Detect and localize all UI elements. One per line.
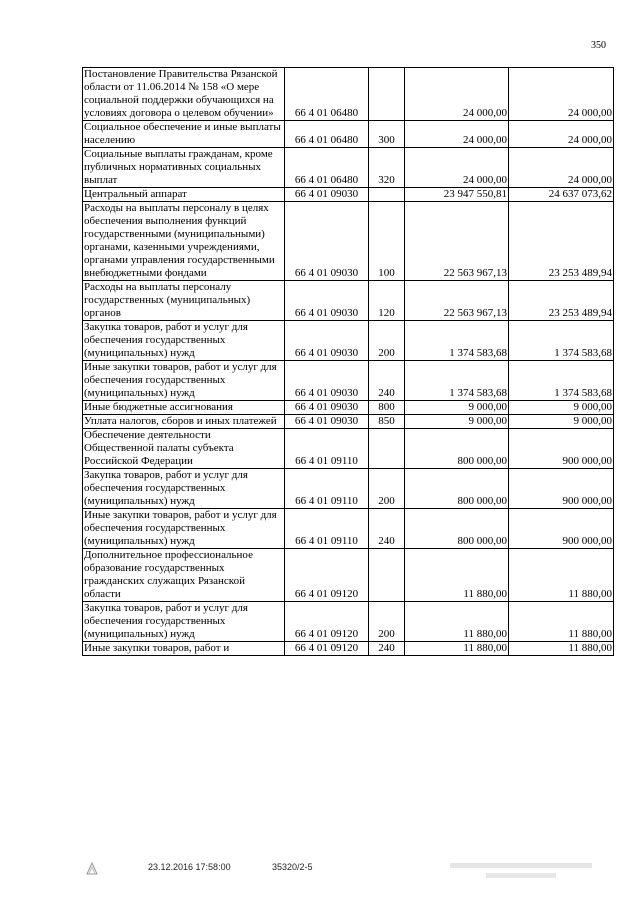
row-amount-2018-cell: 24 000,00: [509, 148, 614, 188]
table-row: [83, 281, 614, 321]
row-name-cell: Расходы на выплаты персоналу государственных (муниципальных) органов: [83, 281, 285, 321]
faded-stamp-watermark: [446, 860, 596, 882]
row-expense-type-cell: 240: [369, 642, 405, 656]
row-code-cell: 66 4 01 09030: [285, 281, 369, 321]
page-number: 350: [591, 40, 606, 51]
row-code-cell: 66 4 01 09030: [285, 401, 369, 415]
row-amount-2017-cell: 11 880,00: [405, 549, 509, 602]
table-row: [83, 361, 614, 401]
row-expense-type-cell: 100: [369, 202, 405, 281]
row-code-cell: 66 4 01 06480: [285, 148, 369, 188]
row-amount-2018-cell: 24 000,00: [509, 68, 614, 121]
table-row: [83, 602, 614, 642]
row-amount-2018-cell: 23 253 489,94: [509, 281, 614, 321]
row-code-cell: 66 4 01 09120: [285, 602, 369, 642]
table-row: [83, 509, 614, 549]
footer-document-id: 35320/2-5: [272, 862, 313, 872]
table-row: [83, 415, 614, 429]
row-code-cell: 66 4 01 09120: [285, 642, 369, 656]
print-stamp-icon: [84, 860, 100, 876]
row-amount-2018-cell: 9 000,00: [509, 415, 614, 429]
row-amount-2017-cell: 800 000,00: [405, 469, 509, 509]
row-amount-2018-cell: 23 253 489,94: [509, 202, 614, 281]
row-amount-2017-cell: 1 374 583,68: [405, 321, 509, 361]
budget-table-body: [83, 68, 614, 656]
table-row: [83, 469, 614, 509]
row-amount-2017-cell: 24 000,00: [405, 121, 509, 148]
budget-table: [82, 67, 614, 656]
row-amount-2017-cell: 800 000,00: [405, 429, 509, 469]
row-expense-type-cell: 240: [369, 361, 405, 401]
row-code-cell: 66 4 01 09110: [285, 509, 369, 549]
row-amount-2018-cell: 900 000,00: [509, 429, 614, 469]
row-amount-2018-cell: 1 374 583,68: [509, 321, 614, 361]
row-amount-2018-cell: 24 000,00: [509, 121, 614, 148]
row-amount-2018-cell: 9 000,00: [509, 401, 614, 415]
row-amount-2017-cell: 22 563 967,13: [405, 281, 509, 321]
row-expense-type-cell: 800: [369, 401, 405, 415]
row-amount-2017-cell: 11 880,00: [405, 602, 509, 642]
row-expense-type-cell: [369, 68, 405, 121]
row-code-cell: 66 4 01 06480: [285, 121, 369, 148]
row-amount-2017-cell: 23 947 550,81: [405, 188, 509, 202]
row-code-cell: 66 4 01 09030: [285, 321, 369, 361]
table-row: [83, 148, 614, 188]
row-amount-2018-cell: 900 000,00: [509, 509, 614, 549]
row-expense-type-cell: [369, 429, 405, 469]
row-amount-2017-cell: 22 563 967,13: [405, 202, 509, 281]
row-expense-type-cell: 320: [369, 148, 405, 188]
row-name-cell: Закупка товаров, работ и услуг для обеспечения государственных (муниципальных) нужд: [83, 469, 285, 509]
table-row: [83, 321, 614, 361]
row-code-cell: 66 4 01 09110: [285, 429, 369, 469]
row-code-cell: 66 4 01 09030: [285, 188, 369, 202]
row-name-cell: Закупка товаров, работ и услуг для обеспечения государственных (муниципальных) нужд: [83, 321, 285, 361]
table-row: [83, 188, 614, 202]
table-row: [83, 401, 614, 415]
row-amount-2018-cell: 1 374 583,68: [509, 361, 614, 401]
row-expense-type-cell: 850: [369, 415, 405, 429]
row-amount-2017-cell: 24 000,00: [405, 148, 509, 188]
row-expense-type-cell: 240: [369, 509, 405, 549]
row-expense-type-cell: 200: [369, 602, 405, 642]
row-name-cell: Иные бюджетные ассигнования: [83, 401, 285, 415]
row-expense-type-cell: 300: [369, 121, 405, 148]
row-name-cell: Иные закупки товаров, работ и: [83, 642, 285, 656]
row-name-cell: Дополнительное профессиональное образование государственных гражданских служащих Рязанской области: [83, 549, 285, 602]
row-name-cell: Иные закупки товаров, работ и услуг для обеспечения государственных (муниципальных) нужд: [83, 509, 285, 549]
row-code-cell: 66 4 01 09030: [285, 415, 369, 429]
row-amount-2017-cell: 1 374 583,68: [405, 361, 509, 401]
row-amount-2017-cell: 9 000,00: [405, 415, 509, 429]
row-name-cell: Расходы на выплаты персоналу в целях обеспечения выполнения функций государственными (муниципальными) органами, казенными учреждениями, органами управления государственными внебюджетными фондами: [83, 202, 285, 281]
row-expense-type-cell: 120: [369, 281, 405, 321]
row-name-cell: Обеспечение деятельности Общественной палаты субъекта Российской Федерации: [83, 429, 285, 469]
row-code-cell: 66 4 01 09030: [285, 202, 369, 281]
row-amount-2018-cell: 11 880,00: [509, 642, 614, 656]
row-name-cell: Центральный аппарат: [83, 188, 285, 202]
row-amount-2017-cell: 11 880,00: [405, 642, 509, 656]
row-name-cell: Закупка товаров, работ и услуг для обеспечения государственных (муниципальных) нужд: [83, 602, 285, 642]
table-row: [83, 68, 614, 121]
table-row: [83, 202, 614, 281]
table-row: [83, 121, 614, 148]
row-amount-2018-cell: 11 880,00: [509, 602, 614, 642]
row-amount-2018-cell: 900 000,00: [509, 469, 614, 509]
row-amount-2018-cell: 24 637 073,62: [509, 188, 614, 202]
row-name-cell: Иные закупки товаров, работ и услуг для обеспечения государственных (муниципальных) нужд: [83, 361, 285, 401]
row-expense-type-cell: [369, 549, 405, 602]
table-row: [83, 429, 614, 469]
row-name-cell: Уплата налогов, сборов и иных платежей: [83, 415, 285, 429]
row-code-cell: 66 4 01 09120: [285, 549, 369, 602]
table-row: [83, 642, 614, 656]
footer-timestamp: 23.12.2016 17:58:00: [148, 862, 231, 872]
row-code-cell: 66 4 01 09030: [285, 361, 369, 401]
footer: [0, 860, 640, 880]
row-code-cell: 66 4 01 09110: [285, 469, 369, 509]
row-name-cell: Постановление Правительства Рязанской области от 11.06.2014 № 158 «О мере социальной поддержки обучающихся на условиях договора о целевом обучении»: [83, 68, 285, 121]
row-amount-2018-cell: 11 880,00: [509, 549, 614, 602]
table-row: [83, 549, 614, 602]
row-name-cell: Социальное обеспечение и иные выплаты населению: [83, 121, 285, 148]
row-code-cell: 66 4 01 06480: [285, 68, 369, 121]
row-amount-2017-cell: 9 000,00: [405, 401, 509, 415]
row-expense-type-cell: [369, 188, 405, 202]
row-expense-type-cell: 200: [369, 321, 405, 361]
row-name-cell: Социальные выплаты гражданам, кроме публичных нормативных социальных выплат: [83, 148, 285, 188]
row-amount-2017-cell: 24 000,00: [405, 68, 509, 121]
row-amount-2017-cell: 800 000,00: [405, 509, 509, 549]
row-expense-type-cell: 200: [369, 469, 405, 509]
